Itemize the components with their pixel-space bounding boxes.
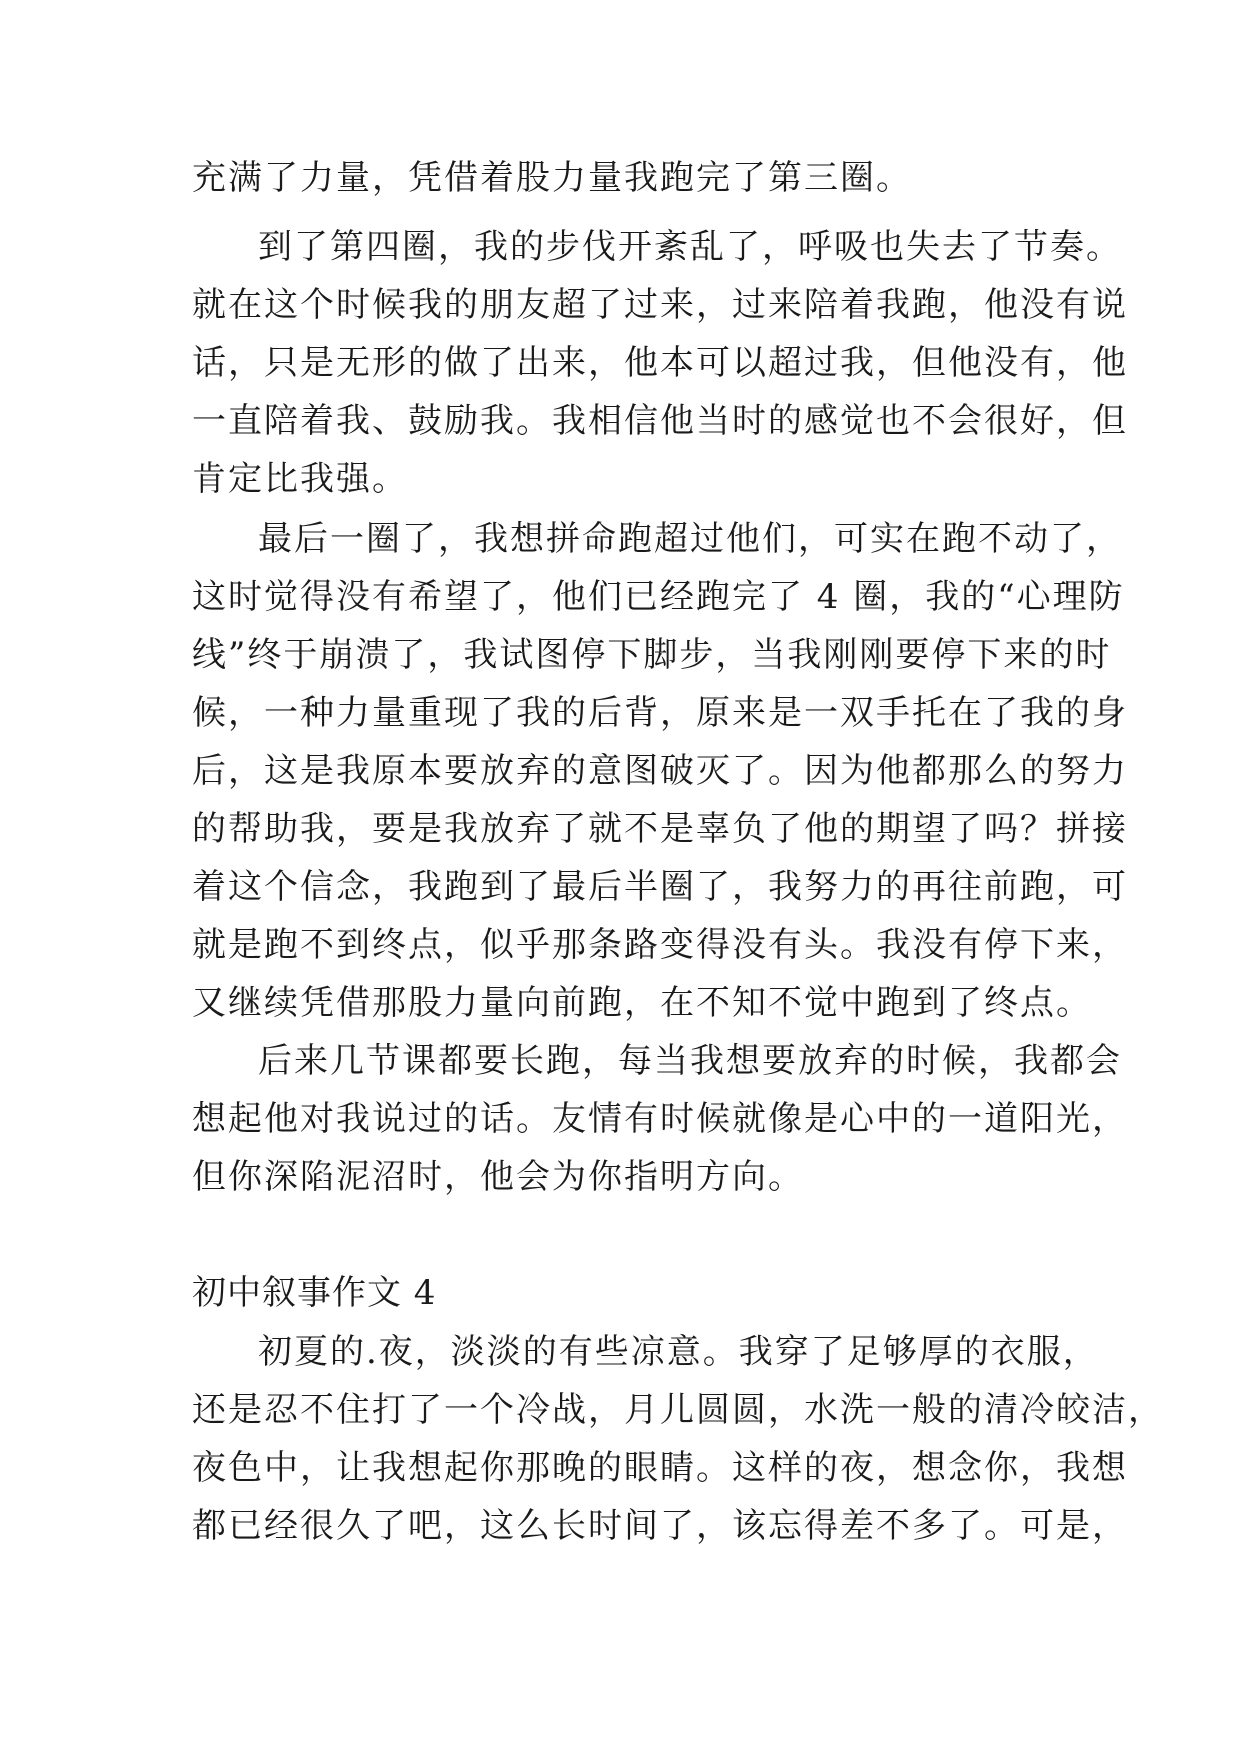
paragraph-first-line: 最后一圈了，我想拼命跑超过他们，可实在跑不动了， [258, 519, 1122, 559]
text-line: 想起他对我说过的话。友情有时候就像是心中的一道阳光， [192, 1099, 1128, 1139]
text-line: 又继续凭借那股力量向前跑，在不知不觉中跑到了终点。 [192, 983, 1092, 1023]
paragraph-first-line: 后来几节课都要长跑，每当我想要放弃的时候，我都会 [258, 1041, 1122, 1081]
text-line: 这时觉得没有希望了，他们已经跑完了 4 圈，我的“心理防 [192, 577, 1125, 617]
text-line: 一直陪着我、鼓励我。我相信他当时的感觉也不会很好，但 [192, 401, 1128, 441]
text-line: 但你深陷泥沼时，他会为你指明方向。 [192, 1157, 804, 1197]
text-line: 就是跑不到终点，似乎那条路变得没有头。我没有停下来， [192, 925, 1128, 965]
text-line: 候，一种力量重现了我的后背，原来是一双手托在了我的身 [192, 693, 1128, 733]
text-line: 后，这是我原本要放弃的意图破灭了。因为他都那么的努力 [192, 751, 1128, 791]
paragraph-first-line: 初夏的.夜，淡淡的有些凉意。我穿了足够厚的衣服， [258, 1332, 1099, 1372]
text-line: 夜色中，让我想起你那晚的眼睛。这样的夜，想念你，我想 [192, 1448, 1128, 1488]
text-line: 都已经很久了吧，这么长时间了，该忘得差不多了。可是， [192, 1506, 1128, 1546]
text-line: 还是忍不住打了一个冷战，月儿圆圆，水洗一般的清冷皎洁， [192, 1390, 1164, 1430]
text-line: 线”终于崩溃了，我试图停下脚步，当我刚刚要停下来的时 [192, 635, 1112, 675]
text-line: 着这个信念，我跑到了最后半圈了，我努力的再往前跑，可 [192, 867, 1128, 907]
section-heading: 初中叙事作文 4 [192, 1273, 437, 1313]
text-line: 肯定比我强。 [192, 459, 408, 499]
text-line: 的帮助我，要是我放弃了就不是辜负了他的期望了吗？拼接 [192, 809, 1128, 849]
text-line: 充满了力量，凭借着股力量我跑完了第三圈。 [192, 158, 912, 198]
text-line: 就在这个时候我的朋友超了过来，过来陪着我跑，他没有说 [192, 285, 1128, 325]
paragraph-first-line: 到了第四圈，我的步伐开紊乱了，呼吸也失去了节奏。 [258, 227, 1122, 267]
text-line: 话，只是无形的做了出来，他本可以超过我，但他没有，他 [192, 343, 1128, 383]
